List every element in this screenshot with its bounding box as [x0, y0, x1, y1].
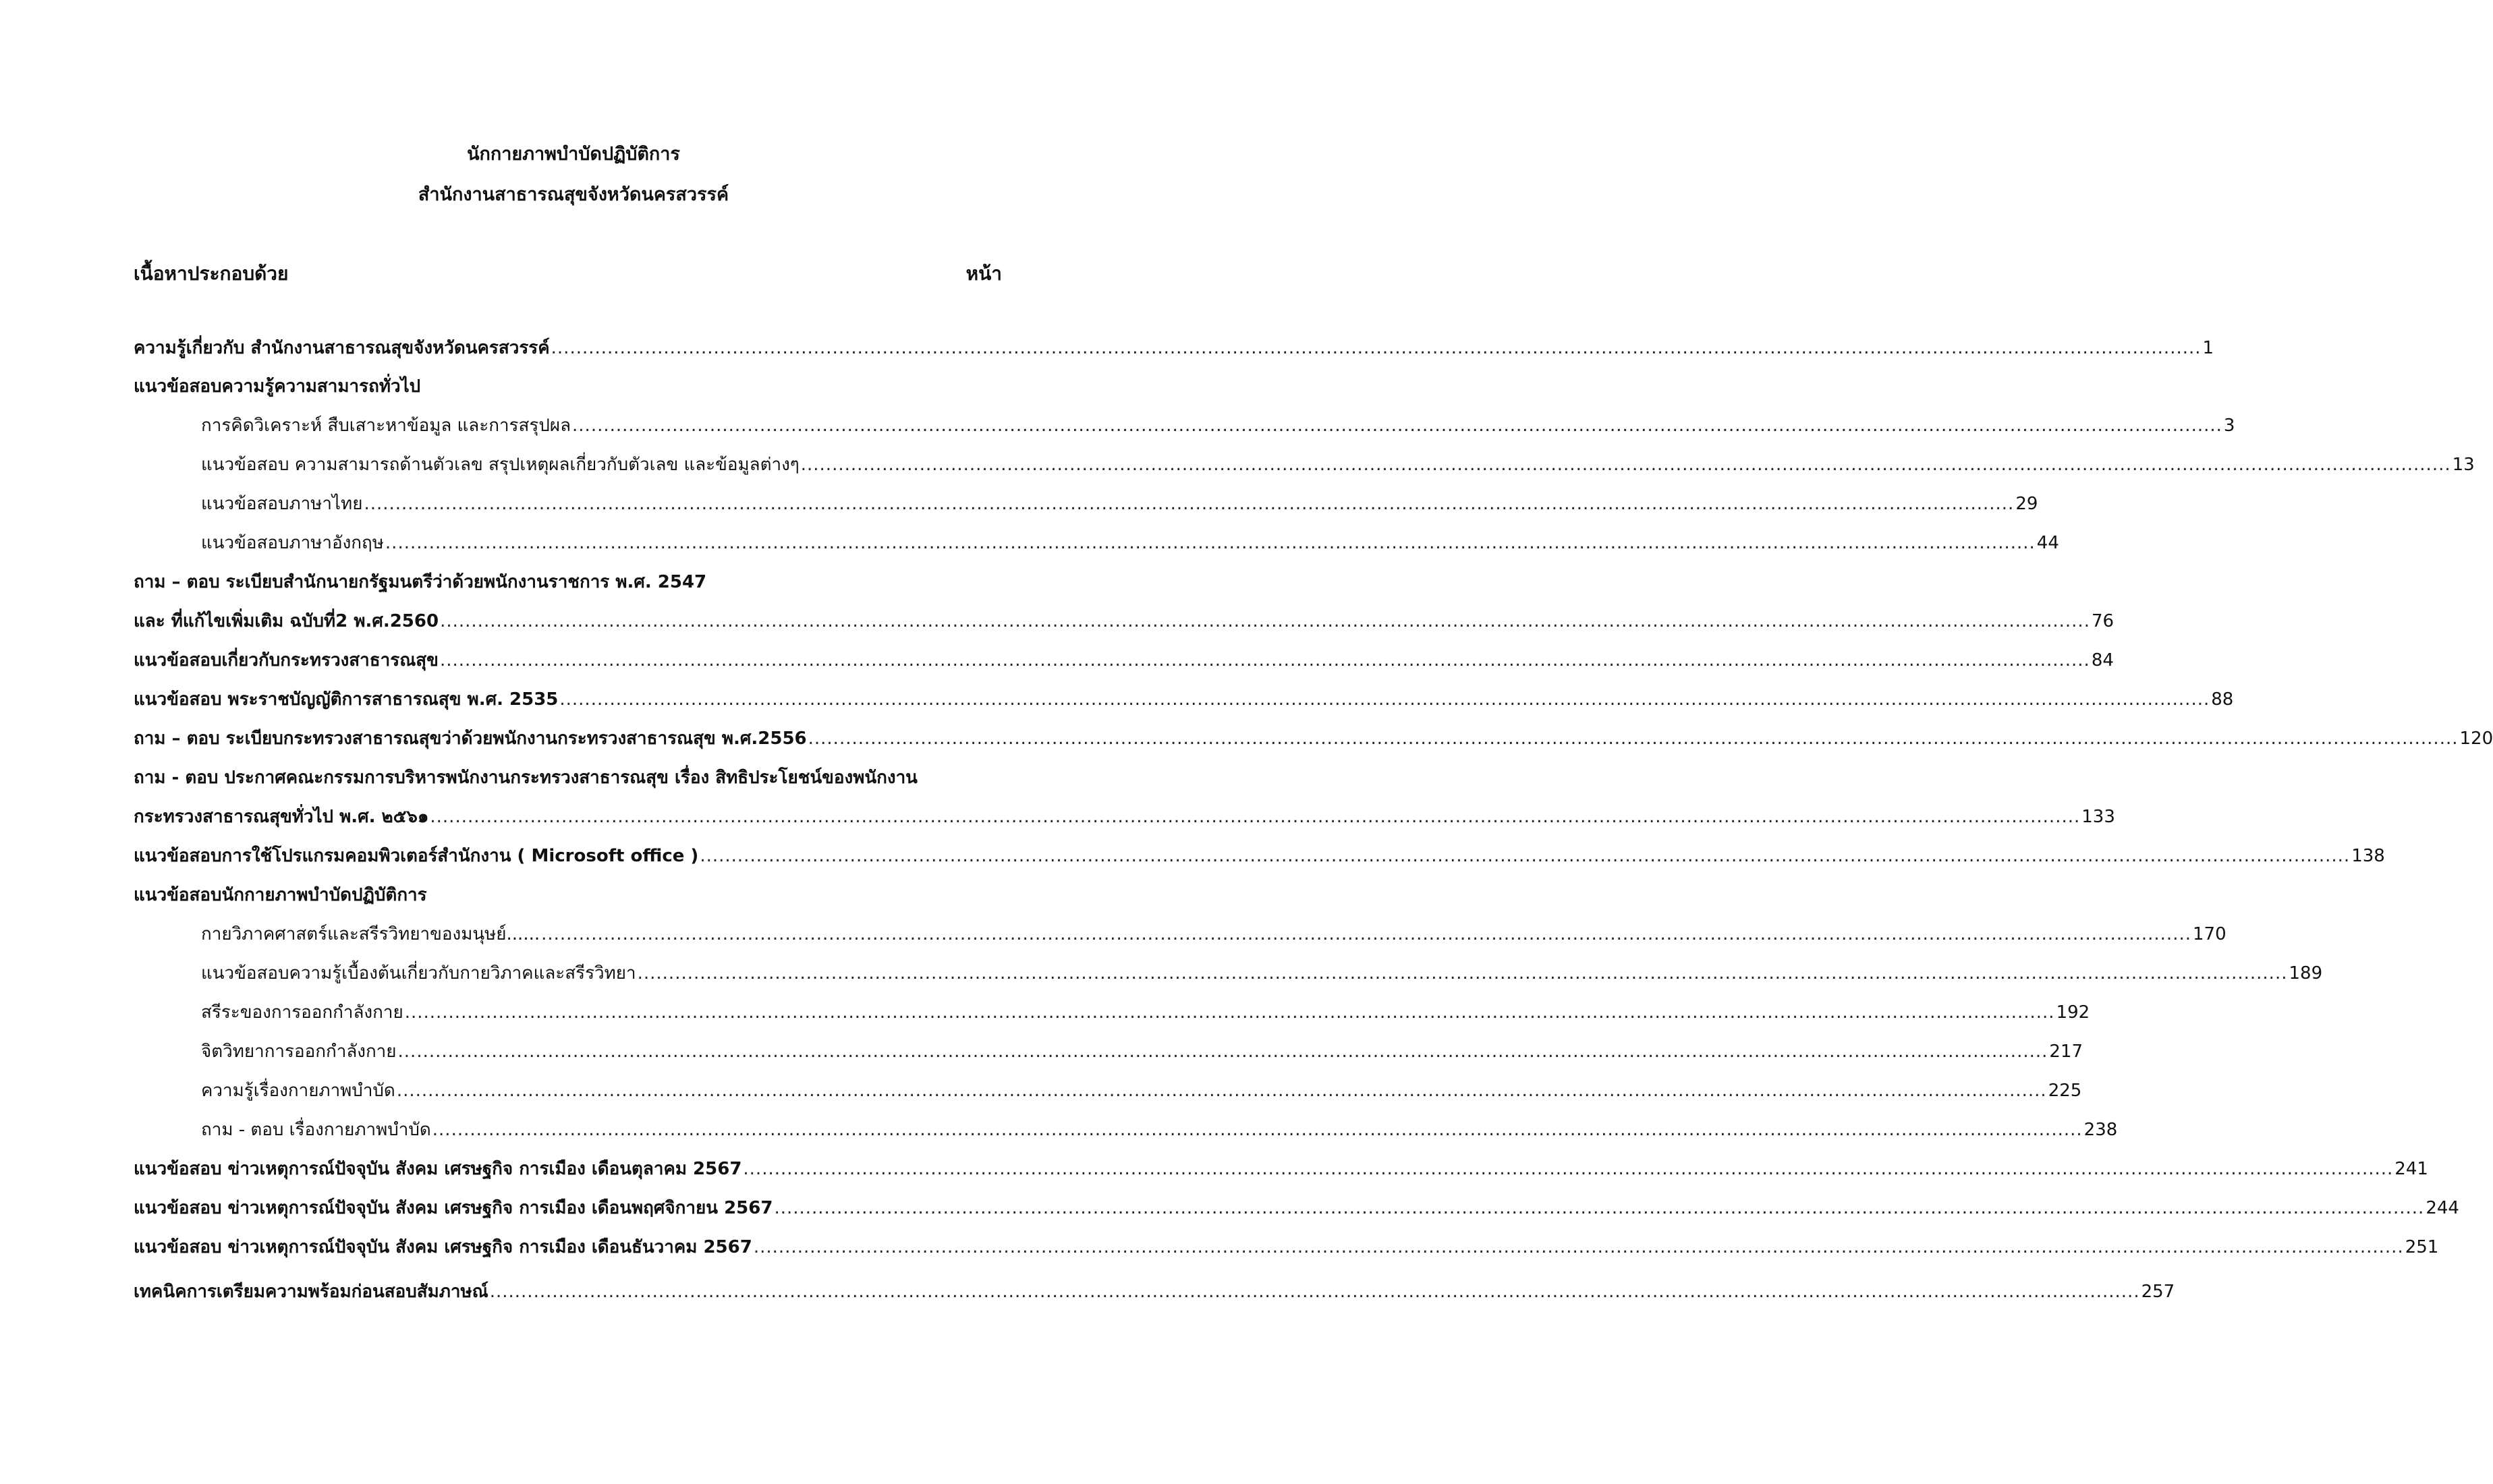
toc-entry-page: 192	[2056, 1002, 2090, 1023]
toc-entry-title: แนวข้อสอบเกี่ยวกับกระทรวงสาธารณสุข	[134, 650, 439, 670]
toc-entry	[134, 686, 2234, 713]
toc-entry	[201, 921, 2226, 948]
leader-dots	[572, 412, 2222, 439]
toc-entry-page: 3	[2223, 416, 2235, 436]
leader-dots	[808, 725, 2459, 752]
toc-entry-title: แนวข้อสอบความรู้เบื้องต้นเกี่ยวกับกายวิภาคและสรีรวิทยา	[201, 963, 636, 983]
toc-section-heading	[134, 569, 1005, 596]
toc-entry	[201, 999, 2090, 1026]
contents-header: เนื้อหาประกอบด้วย	[134, 262, 289, 285]
leader-dots	[440, 647, 2090, 674]
toc-entry-title: แนวข้อสอบการใช้โปรแกรมคอมพิวเตอร์สำนักงาน ( Microsoft office )	[134, 846, 699, 866]
toc-entry-page: 138	[2351, 846, 2385, 866]
toc-entry	[201, 490, 2038, 517]
toc-section-heading	[134, 882, 1005, 909]
toc-entry-title: แนวข้อสอบนักกายภาพบำบัดปฏิบัติการ	[134, 885, 427, 905]
leader-dots	[638, 960, 2288, 987]
toc-entry-title: สรีระของการออกกำลังกาย	[201, 1002, 403, 1023]
document-subtitle: สำนักงานสาธารณสุขจังหวัดนครสวรรค์	[418, 184, 729, 205]
toc-entry	[134, 1234, 2439, 1261]
toc-entry-page: 29	[2015, 494, 2038, 514]
toc-entry-page: 44	[2036, 533, 2059, 553]
toc-entry-title: ความรู้เกี่ยวกับ สำนักงานสาธารณสุขจังหวัดนครสวรรค์	[134, 338, 550, 358]
toc-entry-page: 241	[2394, 1159, 2428, 1179]
toc-entry-page: 133	[2081, 807, 2115, 827]
toc-entry	[134, 647, 2114, 674]
toc-entry-page: 1	[2202, 338, 2214, 358]
toc-section-heading	[134, 373, 1005, 400]
toc-entry-title: กระทรวงสาธารณสุขทั่วไป พ.ศ. ๒๕๖๑	[134, 807, 429, 827]
leader-dots	[405, 999, 2055, 1026]
leader-dots	[364, 490, 2014, 517]
toc-entry-title: ถาม - ตอบ เรื่องกายภาพบำบัด	[201, 1120, 431, 1140]
toc-entry	[134, 803, 2115, 830]
toc-entry-title: แนวข้อสอบ ข่าวเหตุการณ์ปัจจุบัน สังคม เศรษฐกิจ การเมือง เดือนธันวาคม 2567	[134, 1237, 752, 1257]
toc-entry-page: 76	[2091, 611, 2114, 631]
leader-dots	[801, 451, 2451, 478]
toc-entry-title: และ ที่แก้ไขเพิ่มเติม ฉบับที่2 พ.ศ.2560	[134, 611, 439, 631]
toc-entry	[201, 530, 2059, 556]
leader-dots	[440, 608, 2090, 635]
leader-dots	[551, 335, 2202, 362]
toc-entry	[134, 843, 2385, 869]
toc-entry-title: แนวข้อสอบ ข่าวเหตุการณ์ปัจจุบัน สังคม เศรษฐกิจ การเมือง เดือนตุลาคม 2567	[134, 1159, 742, 1179]
leader-dots	[559, 686, 2210, 713]
toc-entry	[134, 608, 2114, 635]
leader-dots	[700, 843, 2350, 869]
toc-entry-title: แนวข้อสอบภาษาไทย	[201, 494, 363, 514]
leader-dots	[754, 1234, 2404, 1261]
toc-section-heading	[134, 764, 1005, 791]
toc-entry	[134, 1195, 2459, 1222]
toc-entry-page: 225	[2048, 1081, 2082, 1101]
leader-dots	[385, 530, 2036, 556]
toc-entry-page: 120	[2459, 729, 2493, 749]
leader-dots	[397, 1077, 2047, 1104]
page-column-header: หน้า	[965, 262, 1002, 285]
leader-dots	[743, 1155, 2393, 1182]
toc-entry	[134, 1278, 2175, 1305]
toc-entry	[201, 960, 2323, 987]
toc-entry-title: ถาม – ตอบ ระเบียบกระทรวงสาธารณสุขว่าด้วยพนักงานกระทรวงสาธารณสุข พ.ศ.2556	[134, 729, 807, 749]
toc-entry	[201, 1116, 2118, 1143]
leader-dots	[398, 1038, 2048, 1065]
document-title: นักกายภาพบำบัดปฏิบัติการ	[467, 144, 680, 165]
toc-entry	[201, 412, 2235, 439]
toc-entry-title: แนวข้อสอบ ข่าวเหตุการณ์ปัจจุบัน สังคม เศรษฐกิจ การเมือง เดือนพฤศจิกายน 2567	[134, 1198, 773, 1218]
leader-dots	[430, 803, 2080, 830]
toc-entry-title: กายวิภาคศาสตร์และสรีรวิทยาของมนุษย์......	[201, 924, 540, 944]
toc-entry-page: 238	[2083, 1120, 2118, 1140]
leader-dots	[432, 1116, 2083, 1143]
toc-entry-page: 84	[2091, 650, 2114, 670]
toc-entry-page: 251	[2405, 1237, 2439, 1257]
toc-entry-page: 217	[2049, 1041, 2083, 1062]
toc-entry	[201, 1038, 2083, 1065]
toc-entry-page: 13	[2452, 455, 2475, 475]
toc-entry	[201, 1077, 2082, 1104]
toc-entry	[134, 1155, 2428, 1182]
toc-entry-page: 244	[2426, 1198, 2459, 1218]
toc-entry-title: แนวข้อสอบ ความสามารถด้านตัวเลข สรุปเหตุผลเกี่ยวกับตัวเลข และข้อมูลต่างๆ	[201, 455, 800, 475]
toc-entry-title: การคิดวิเคราะห์ สืบเสาะหาข้อมูล และการสรุปผล	[201, 416, 571, 436]
toc-entry-title: แนวข้อสอบภาษาอังกฤษ	[201, 533, 384, 553]
toc-entry-title: เทคนิคการเตรียมความพร้อมก่อนสอบสัมภาษณ์	[134, 1282, 488, 1302]
toc-entry-title: ถาม – ตอบ ระเบียบสำนักนายกรัฐมนตรีว่าด้วยพนักงานราชการ พ.ศ. 2547	[134, 572, 707, 592]
toc-entry-page: 189	[2289, 963, 2323, 983]
toc-entry	[201, 451, 2475, 478]
toc-entry-title: แนวข้อสอบความรู้ความสามารถทั่วไป	[134, 376, 421, 397]
leader-dots	[490, 1278, 2140, 1305]
toc-entry	[134, 725, 2493, 752]
toc-entry	[134, 335, 2214, 362]
toc-entry-page: 170	[2193, 924, 2226, 944]
toc-entry-title: แนวข้อสอบ พระราชบัญญัติการสาธารณสุข พ.ศ. 2535	[134, 689, 559, 710]
toc-entry-page: 257	[2141, 1282, 2175, 1302]
leader-dots	[541, 921, 2191, 948]
toc-entry-title: ความรู้เรื่องกายภาพบำบัด	[201, 1081, 395, 1101]
leader-dots	[774, 1195, 2424, 1222]
toc-entry-title: จิตวิทยาการออกกำลังกาย	[201, 1041, 397, 1062]
toc-entry-title: ถาม - ตอบ ประกาศคณะกรรมการบริหารพนักงานกระทรวงสาธารณสุข เรื่อง สิทธิประโยชน์ของพนักงาน	[134, 768, 918, 788]
toc-entry-page: 88	[2211, 689, 2234, 710]
